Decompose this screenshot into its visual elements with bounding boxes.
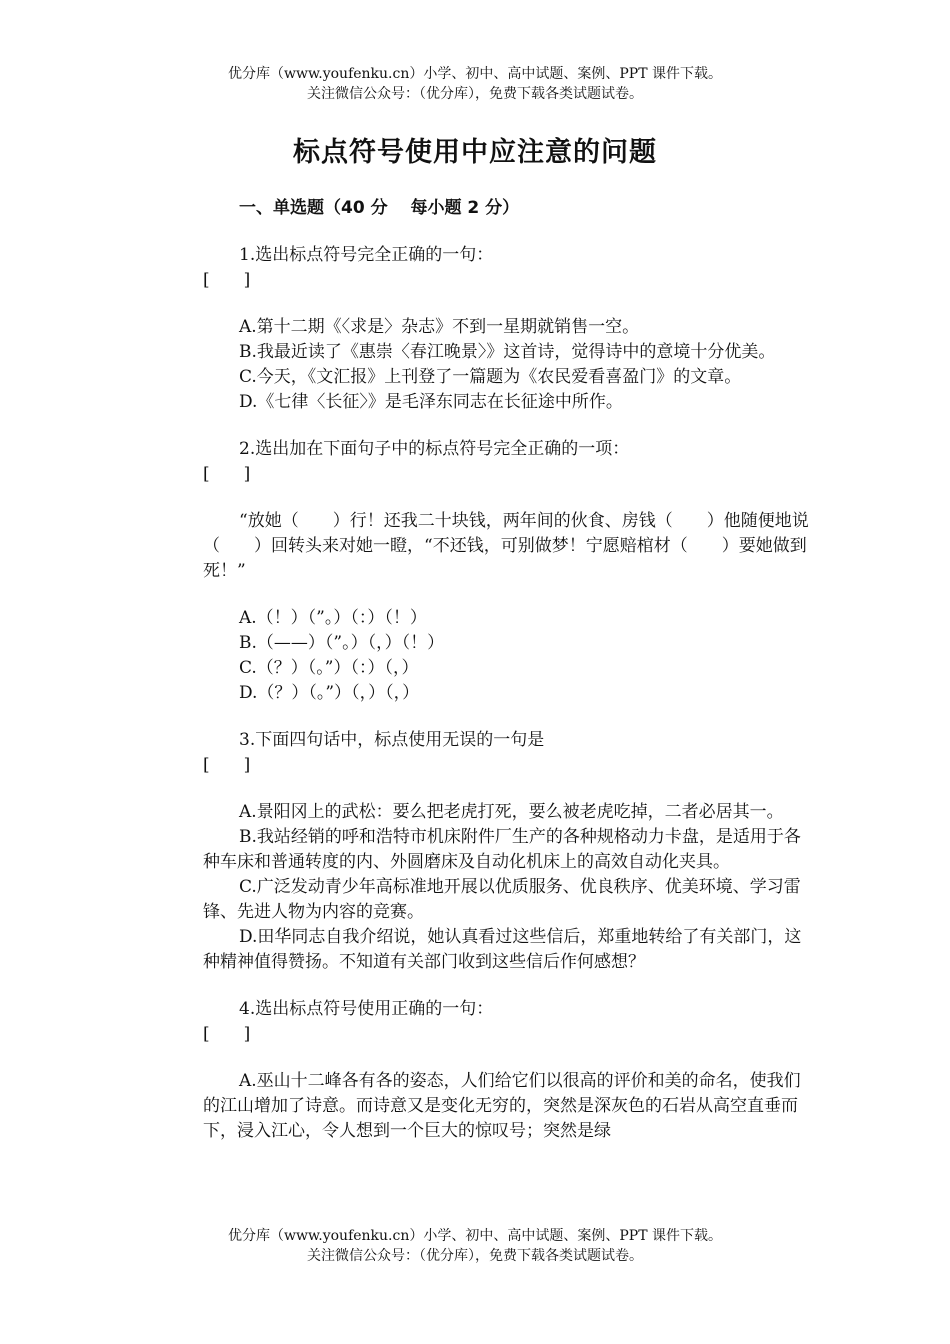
question-stem: 3.下面四句话中，标点使用无误的一句是 — [239, 730, 545, 750]
option-c: C.广泛发动青少年高标准地开展以优质服务、优良秩序、优美环境、学习雷锋、先进人物为内容的竞赛。 — [203, 877, 801, 922]
page-title: 标点符号使用中应注意的问题 — [293, 137, 657, 168]
footer-line-2: 关注微信公众号：（优分库），免费下载各类试题试卷。 — [307, 1248, 643, 1264]
page-header — [0, 64, 950, 104]
option-a: A.巫山十二峰各有各的姿态，人们给它们以很高的评价和美的命名，使我们的江山增加了诗意。而诗意又是变化无穷的，突然是深灰色的石岩从高空直垂而下，浸入江心，令人想到一个巨大的惊叹号；突然是绿 — [203, 1071, 801, 1141]
option-a: A.第十二期《〈求是〉杂志》不到一星期就销售一空。 — [239, 317, 640, 337]
question-4 — [203, 997, 815, 1144]
question-1 — [203, 243, 815, 415]
question-3 — [203, 728, 815, 975]
question-stem: 4.选出标点符号使用正确的一句： — [239, 999, 494, 1019]
option-b: B.（——）（”。）（，）（！） — [239, 633, 445, 653]
option-b: B.我最近读了《惠崇〈春江晚景〉》这首诗，觉得诗中的意境十分优美。 — [239, 342, 776, 362]
option-a: A.景阳冈上的武松：要么把老虎打死，要么被老虎吃掉，二者必居其一。 — [239, 802, 784, 822]
answer-bracket: [ ] — [203, 1024, 251, 1044]
option-c: C.今天，《文汇报》上刊登了一篇题为《农民爱看喜盈门》的文章。 — [239, 367, 742, 387]
option-a: A.（！）（”。）（：）（！） — [239, 608, 427, 628]
answer-bracket: [ ] — [203, 270, 251, 290]
option-d: D.田华同志自我介绍说，她认真看过这些信后，郑重地转给了有关部门，这种精神值得赞扬。不知道有关部门收到这些信后作何感想？ — [203, 927, 802, 972]
question-stem: 2.选出加在下面句子中的标点符号完全正确的一项： — [239, 439, 630, 459]
question-stem: 1.选出标点符号完全正确的一句： — [239, 245, 494, 265]
option-c: C.（？）（。”）（：）（，） — [239, 658, 419, 678]
option-b: B.我站经销的呼和浩特市机床附件厂生产的各种规格动力卡盘，是适用于各种车床和普通转度的内、外圆磨床及自动化机床上的高效自动化夹具。 — [203, 827, 801, 872]
answer-bracket: [ ] — [203, 464, 251, 484]
answer-bracket: [ ] — [203, 755, 251, 775]
header-line-2: 关注微信公众号：（优分库），免费下载各类试题试卷。 — [307, 86, 643, 102]
footer-line-1: 优分库（www.youfenku.cn）小学、初中、高中试题、案例、PPT 课件下载。 — [227, 1228, 722, 1244]
question-passage: “放她（ ）行！还我二十块钱，两年间的伙食、房钱（ ）他随便地说（ ）回转头来对她一瞪，“不还钱，可别做梦！宁愿赔棺材（ ）要她做到死！” — [203, 511, 809, 581]
page-footer — [0, 1226, 950, 1266]
option-d: D.（？）（。”）（，）（，） — [239, 683, 420, 703]
option-d: D.《七律〈长征〉》是毛泽东同志在长征途中所作。 — [239, 392, 623, 412]
section-heading: 一、单选题（40 分 每小题 2 分） — [239, 198, 520, 218]
header-line-1: 优分库（www.youfenku.cn）小学、初中、高中试题、案例、PPT 课件下载。 — [227, 66, 722, 82]
document-body — [203, 196, 815, 1144]
question-2 — [203, 437, 815, 706]
